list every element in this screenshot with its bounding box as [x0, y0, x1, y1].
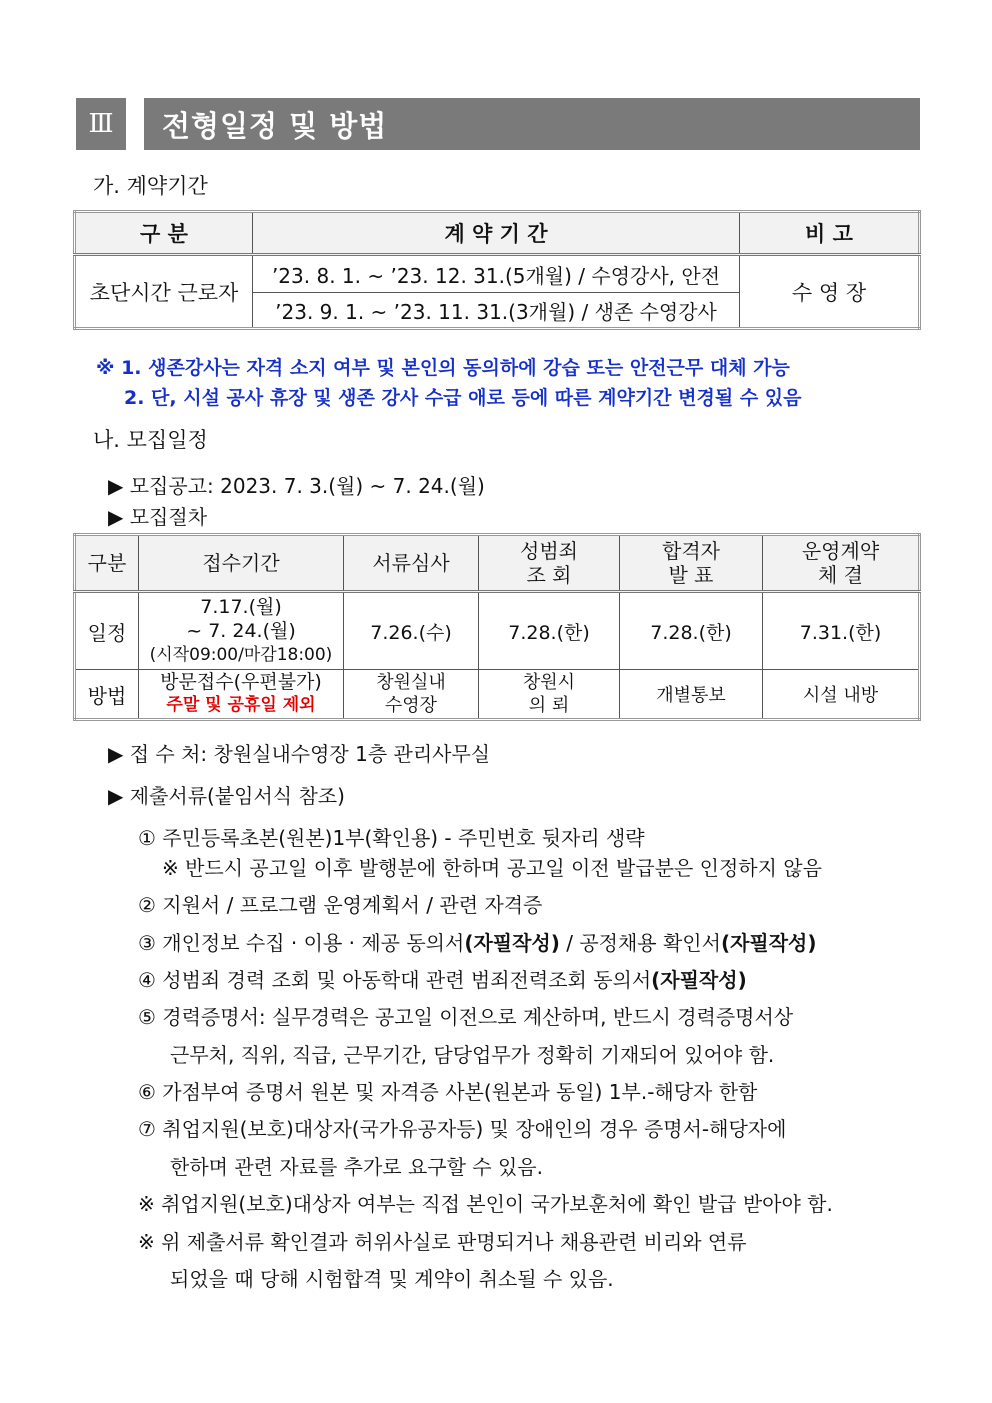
header-contract: 운영계약 체 결 [763, 535, 920, 592]
header-category: 구 분 [75, 212, 253, 255]
period-1: ’23. 8. 1. ~ ’23. 12. 31.(5개월) / 수영강사, 안전 [253, 255, 740, 293]
section-number: Ⅲ [76, 98, 126, 150]
office-line: ▶ 접 수 처: 창원실내수영장 1층 관리사무실 [108, 742, 491, 766]
doc-3: ③ 개인정보 수집 · 이용 · 제공 동의서(자필작성) / 공정채용 확인서(자필작성) [138, 931, 817, 955]
doc-2: ② 지원서 / 프로그램 운영계획서 / 관련 자격증 [138, 893, 543, 917]
header-crime-check: 성범죄 조 회 [479, 535, 620, 592]
header-application: 접수기간 [139, 535, 344, 592]
remark: 수 영 장 [740, 255, 920, 329]
procedure-table [73, 533, 921, 721]
method-crime-check: 창원시 의 뢰 [479, 670, 620, 720]
row-label: 초단시간 근로자 [75, 255, 253, 329]
contract-table [73, 210, 921, 330]
doc-7-line-1: ⑦ 취업지원(보호)대상자(국가유공자등) 및 장애인의 경우 증명서-해당자에 [138, 1117, 787, 1141]
schedule-announcement: 7.28.(한) [620, 592, 763, 670]
schedule-period: 7.17.(월) ~ 7. 24.(월) (시작09:00/마감18:00) [139, 592, 344, 670]
doc-1: ① 주민등록초본(원본)1부(확인용) - 주민번호 뒷자리 생략 [138, 826, 645, 850]
doc-4: ④ 성범죄 경력 조회 및 아동학대 관련 범죄전력조회 동의서(자필작성) [138, 968, 747, 992]
doc-5-line-1: ⑤ 경력증명서: 실무경력은 공고일 이전으로 계산하며, 반드시 경력증명서상 [138, 1005, 794, 1029]
doc-5-line-2: 근무처, 직위, 직급, 근무기간, 담당업무가 정확히 기재되어 있어야 함. [170, 1043, 775, 1067]
header-document-review: 서류심사 [344, 535, 479, 592]
method-label: 방법 [75, 670, 139, 720]
header-announcement: 합격자 발 표 [620, 535, 763, 592]
docs-note-2-line-1: ※ 위 제출서류 확인결과 허위사실로 판명되거나 채용관련 비리와 연류 [138, 1230, 747, 1254]
schedule-contract: 7.31.(한) [763, 592, 920, 670]
schedule-document-review: 7.26.(수) [344, 592, 479, 670]
schedule-crime-check: 7.28.(한) [479, 592, 620, 670]
method-announcement: 개별통보 [620, 670, 763, 720]
procedure-label: ▶ 모집절차 [108, 505, 208, 529]
recruit-heading: 나. 모집일정 [93, 428, 208, 452]
docs-label: ▶ 제출서류(붙임서식 참조) [108, 784, 345, 808]
docs-note-1: ※ 취업지원(보호)대상자 여부는 직접 본인이 국가보훈처에 확인 발급 받아야 함. [138, 1192, 833, 1216]
header-division: 구분 [75, 535, 139, 592]
method-document-review: 창원실내 수영장 [344, 670, 479, 720]
doc-7-line-2: 한하며 관련 자료를 추가로 요구할 수 있음. [170, 1155, 543, 1179]
section-title: 전형일정 및 방법 [144, 98, 920, 150]
contract-heading: 가. 계약기간 [93, 174, 208, 198]
doc-1-note: ※ 반드시 공고일 이후 발행분에 한하며 공고일 이전 발급분은 인정하지 않음 [162, 856, 822, 880]
header-remark: 비 고 [740, 212, 920, 255]
schedule-label: 일정 [75, 592, 139, 670]
docs-note-2-line-2: 되었을 때 당해 시험합격 및 계약이 취소될 수 있음. [170, 1267, 614, 1291]
doc-6: ⑥ 가점부여 증명서 원본 및 자격증 사본(원본과 동일) 1부.-해당자 한함 [138, 1080, 758, 1104]
contract-note-1: ※ 1. 생존강사는 자격 소지 여부 및 본인의 동의하에 강습 또는 안전근무 대체 가능 [96, 357, 790, 379]
period-2: ’23. 9. 1. ~ ’23. 11. 31.(3개월) / 생존 수영강사 [253, 293, 740, 329]
announce-period: ▶ 모집공고: 2023. 7. 3.(월) ~ 7. 24.(월) [108, 474, 485, 498]
header-period: 계 약 기 간 [253, 212, 740, 255]
method-contract: 시설 내방 [763, 670, 920, 720]
contract-note-2: 2. 단, 시설 공사 휴장 및 생존 강사 수급 애로 등에 따른 계약기간 변경될 수 있음 [124, 387, 802, 409]
method-period: 방문접수(우편불가) 주말 및 공휴일 제외 [139, 670, 344, 720]
